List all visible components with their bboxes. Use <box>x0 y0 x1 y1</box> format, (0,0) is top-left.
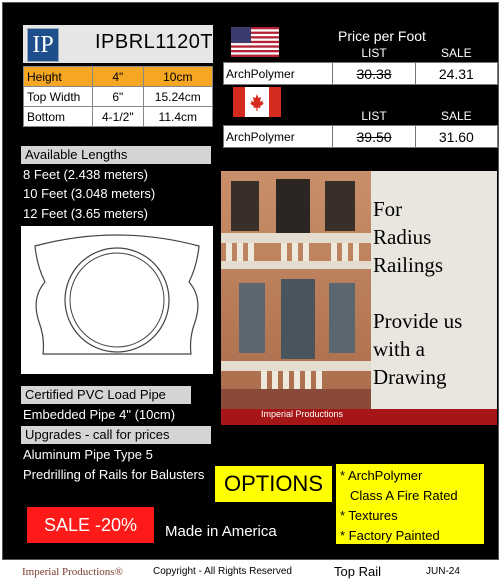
table-row <box>224 44 498 63</box>
photo-caption <box>373 195 462 391</box>
ca-price-table <box>223 107 498 148</box>
list-header: LIST <box>333 44 415 63</box>
options-label: OPTIONS <box>215 466 332 502</box>
sale-badge: SALE -20% <box>27 507 154 543</box>
caption-line: For <box>373 197 403 221</box>
list-price: 39.50 <box>333 126 415 148</box>
footer-date: JUN-24 <box>426 566 460 577</box>
length-item: 12 Feet (3.65 meters) <box>23 206 148 221</box>
lengths-header: Available Lengths <box>21 146 211 164</box>
sale-header: SALE <box>415 107 497 126</box>
product-code: IPBRL1120T <box>95 31 214 53</box>
length-item: 10 Feet (3.048 meters) <box>23 186 156 201</box>
dim-metric: 11.4cm <box>143 107 212 127</box>
product-header <box>23 25 213 63</box>
company-logo: IP <box>27 28 59 62</box>
sale-price: 31.60 <box>415 126 497 148</box>
photo-sign: Imperial Productions <box>261 409 344 419</box>
dim-imperial: 4" <box>93 67 144 87</box>
dimensions-table <box>23 66 213 127</box>
sale-header: SALE <box>415 44 497 63</box>
dim-imperial: 6" <box>93 87 144 107</box>
profile-drawing <box>21 226 213 374</box>
option-item: Class A Fire Rated <box>350 488 458 503</box>
product-card <box>2 2 499 560</box>
dim-label: Height <box>24 67 93 87</box>
caption-line: Railings <box>373 253 444 277</box>
us-price-table <box>223 44 498 85</box>
option-item: * Textures <box>340 508 398 523</box>
sale-price: 24.31 <box>415 63 497 85</box>
pipe-header: Certified PVC Load Pipe <box>21 386 191 404</box>
upgrade-item: Predrilling of Rails for Balusters <box>23 467 205 482</box>
list-header: LIST <box>333 107 415 126</box>
table-row <box>24 87 213 107</box>
option-item: * ArchPolymer <box>340 468 423 483</box>
footer-copyright: Copyright - All Rights Reserved <box>153 566 292 577</box>
table-row <box>224 63 498 85</box>
upgrade-item: Aluminum Pipe Type 5 <box>23 447 153 462</box>
dim-imperial: 4-1/2" <box>93 107 144 127</box>
caption-line: with a <box>373 337 425 361</box>
table-row <box>24 107 213 127</box>
dim-label: Bottom <box>24 107 93 127</box>
dim-metric: 15.24cm <box>143 87 212 107</box>
dim-label: Top Width <box>24 87 93 107</box>
list-price: 30.38 <box>333 63 415 85</box>
material-name: ArchPolymer <box>224 63 333 85</box>
option-item: * Factory Painted <box>340 528 440 543</box>
made-in-text: Made in America <box>165 523 277 540</box>
material-name: ArchPolymer <box>224 126 333 148</box>
table-row <box>224 126 498 148</box>
caption-line: Provide us <box>373 309 463 333</box>
footer-brand: Imperial Productions® <box>22 566 123 578</box>
caption-line: Radius <box>373 225 432 249</box>
options-list <box>336 464 484 544</box>
caption-line: Drawing <box>373 365 447 389</box>
pipe-detail: Embedded Pipe 4" (10cm) <box>23 407 176 422</box>
table-row <box>224 107 498 126</box>
length-item: 8 Feet (2.438 meters) <box>23 167 148 182</box>
rail-profile-icon <box>21 226 213 374</box>
price-title: Price per Foot <box>338 28 426 44</box>
table-row <box>24 67 213 87</box>
dim-metric: 10cm <box>143 67 212 87</box>
footer-category: Top Rail <box>334 564 381 579</box>
upgrades-header: Upgrades - call for prices <box>21 426 211 444</box>
